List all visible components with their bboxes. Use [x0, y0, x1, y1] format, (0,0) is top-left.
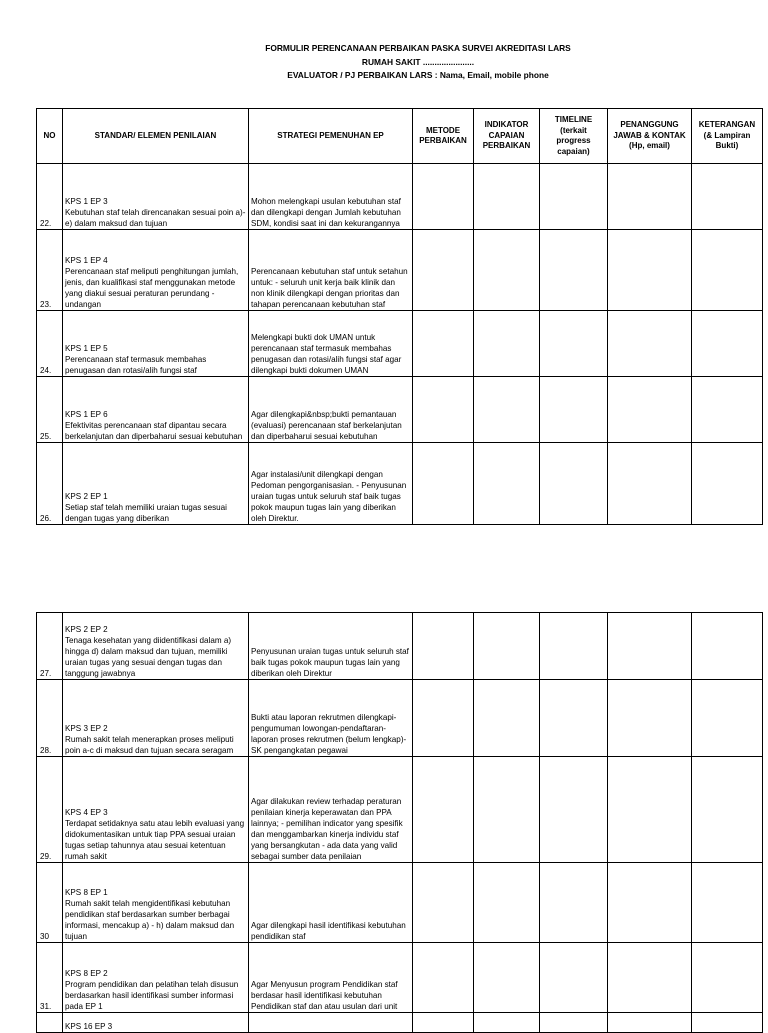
table-row — [37, 443, 763, 525]
notes-cell[interactable] — [692, 443, 763, 525]
responsible-cell[interactable] — [608, 613, 692, 680]
method-cell[interactable] — [413, 377, 474, 443]
col-standard: STANDAR/ ELEMEN PENILAIAN — [63, 109, 249, 164]
strategy-cell — [249, 757, 413, 863]
strategy-cell-text: Penyusunan uraian tugas untuk seluruh staf baik tugas pokok maupun tugas lain yang diberikan oleh Direktur — [251, 647, 409, 678]
standard-cell-text: KPS 1 EP 6 Efektivitas perencanaan staf dipantau secara berkelanjutan dan diperbaharui sesuai kebutuhan — [65, 410, 243, 441]
form-title: FORMULIR PERENCANAAN PERBAIKAN PASKA SURVEI AKREDITASI LARS — [265, 43, 571, 53]
row-number-text: 26. — [40, 514, 52, 523]
responsible-cell[interactable] — [608, 757, 692, 863]
table-row — [37, 1013, 763, 1033]
standard-cell-text: KPS 4 EP 3 Terdapat setidaknya satu atau lebih evaluasi yang didokumentasikan untuk tiap PPA sesuai uraian tugas setiap tahunnya atau sesuai ketentuan rumah sakit — [65, 808, 245, 861]
evaluator-line: EVALUATOR / PJ PERBAIKAN LARS : Nama, Email, mobile phone — [287, 70, 549, 80]
table-row — [37, 164, 763, 230]
strategy-cell — [249, 443, 413, 525]
standard-cell-text: KPS 8 EP 2 Program pendidikan dan pelatihan telah disusun berdasarkan hasil identifikasi sumber informasi pada EP 1 — [65, 969, 239, 1011]
col-method: METODE PERBAIKAN — [413, 109, 474, 164]
standard-cell — [63, 164, 249, 230]
timeline-cell[interactable] — [540, 613, 608, 680]
table-row — [37, 613, 763, 680]
method-cell[interactable] — [413, 164, 474, 230]
standard-cell — [63, 1013, 249, 1033]
responsible-cell[interactable] — [608, 863, 692, 943]
method-cell[interactable] — [413, 680, 474, 757]
notes-cell[interactable] — [692, 757, 763, 863]
standard-cell — [63, 680, 249, 757]
table-row — [37, 943, 763, 1013]
row-number — [37, 443, 63, 525]
table-row — [37, 377, 763, 443]
timeline-cell[interactable] — [540, 757, 608, 863]
row-number — [37, 757, 63, 863]
indicator-cell[interactable] — [474, 943, 540, 1013]
strategy-cell — [249, 311, 413, 377]
method-cell[interactable] — [413, 863, 474, 943]
timeline-cell[interactable] — [540, 1013, 608, 1033]
table-row — [37, 680, 763, 757]
row-number-text: 28. — [40, 746, 52, 755]
notes-cell[interactable] — [692, 1013, 763, 1033]
responsible-cell[interactable] — [608, 230, 692, 311]
standard-cell — [63, 757, 249, 863]
notes-cell[interactable] — [692, 863, 763, 943]
strategy-cell — [249, 164, 413, 230]
notes-cell[interactable] — [692, 680, 763, 757]
row-number — [37, 1013, 63, 1033]
row-number-text: 25. — [40, 432, 52, 441]
standard-cell-text: KPS 1 EP 3 Kebutuhan staf telah direncanakan sesuai poin a)-e) dalam maksud dan tujuan — [65, 197, 246, 228]
indicator-cell[interactable] — [474, 680, 540, 757]
strategy-cell — [249, 943, 413, 1013]
responsible-cell[interactable] — [608, 443, 692, 525]
method-cell[interactable] — [413, 230, 474, 311]
row-number — [37, 377, 63, 443]
strategy-cell — [249, 613, 413, 680]
strategy-cell — [249, 680, 413, 757]
indicator-cell[interactable] — [474, 311, 540, 377]
method-cell[interactable] — [413, 1013, 474, 1033]
strategy-cell-text: Bukti atau laporan rekrutmen dilengkapi- pengumuman lowongan-pendaftaran-laporan proses rekrutmen (belum lengkap)-SK pengangkatan pegawai — [251, 713, 407, 755]
col-indicator: INDIKATOR CAPAIAN PERBAIKAN — [474, 109, 540, 164]
standard-cell — [63, 613, 249, 680]
standard-cell — [63, 443, 249, 525]
strategy-cell-text: Agar Menyusun program Pendidikan staf berdasar hasil identifikasi kebutuhan Pendidikan staf dan atau usulan dari unit — [251, 980, 398, 1011]
strategy-cell-text: Agar dilengkapi hasil identifikasi kebutuhan pendidikan staf — [251, 921, 406, 941]
responsible-cell[interactable] — [608, 311, 692, 377]
row-number-text: 22. — [40, 219, 52, 228]
standard-cell-text: KPS 3 EP 2 Rumah sakit telah menerapkan proses meliputi poin a-c di maksud dan tujuan secara seragam — [65, 724, 234, 755]
indicator-cell[interactable] — [474, 863, 540, 943]
method-cell[interactable] — [413, 311, 474, 377]
notes-cell[interactable] — [692, 943, 763, 1013]
method-cell[interactable] — [413, 613, 474, 680]
strategy-cell — [249, 1013, 413, 1033]
indicator-cell[interactable] — [474, 757, 540, 863]
standard-cell — [63, 943, 249, 1013]
row-number-text: 30 — [40, 932, 50, 941]
row-number — [37, 311, 63, 377]
timeline-cell[interactable] — [540, 311, 608, 377]
responsible-cell[interactable] — [608, 1013, 692, 1033]
notes-cell[interactable] — [692, 164, 763, 230]
row-number — [37, 863, 63, 943]
row-number-text: 23. — [40, 300, 52, 309]
table-row — [37, 311, 763, 377]
strategy-cell-text: Melengkapi bukti dok UMAN untuk perencanaan staf termasuk membahas penugasan dan rotasi/alih fungsi staf agar dilengkapi bukti dokumen UMAN — [251, 333, 402, 375]
table-row — [37, 230, 763, 311]
timeline-cell[interactable] — [540, 164, 608, 230]
strategy-cell-text: Agar instalasi/unit dilengkapi dengan Pedoman pengorganisasian. - Penyusunan uraian tugas untuk seluruh staf baik tugas pokok maupun tugas lain yang diberikan oleh Direktur. — [251, 470, 407, 523]
row-number — [37, 613, 63, 680]
row-number-text: 29. — [40, 852, 52, 861]
hospital-line: RUMAH SAKIT ...................... — [361, 56, 475, 67]
col-no: NO — [37, 109, 63, 164]
strategy-cell-text: Perencanaan kebutuhan staf untuk setahun untuk: - seluruh unit kerja baik klinik dan non klinik dilengkapi dengan prioritas dan tahapan perencanaan kebutuhan staf — [251, 267, 408, 309]
col-timeline: TIMELINE (terkait progress capaian) — [540, 109, 608, 164]
standard-cell-text: KPS 2 EP 1 Setiap staf telah memiliki uraian tugas sesuai dengan tugas yang diberikan — [65, 492, 227, 523]
row-number-text: 27. — [40, 669, 52, 678]
responsible-cell[interactable] — [608, 164, 692, 230]
timeline-cell[interactable] — [540, 377, 608, 443]
improvement-table-page-2 — [36, 612, 763, 1033]
row-number — [37, 230, 63, 311]
strategy-cell-text: Agar dilakukan review terhadap peraturan penilaian kinerja keperawatan dan PPA lainnya; - pemilihan indicator yang spesifik dan menggambarkan kinerja individu staf yang bersangkutan - ada data yang valid sebagai sumber data penilaian — [251, 797, 403, 861]
indicator-cell[interactable] — [474, 1013, 540, 1033]
notes-cell[interactable] — [692, 311, 763, 377]
row-number — [37, 943, 63, 1013]
row-number-text: 24. — [40, 366, 52, 375]
indicator-cell[interactable] — [474, 613, 540, 680]
improvement-table-page-1 — [36, 108, 763, 525]
standard-cell-text: KPS 1 EP 4 Perencanaan staf meliputi penghitungan jumlah, jenis, dan kualifikasi staf menggunakan metode yang diakui sesuai peraturan perundang - undangan — [65, 256, 239, 309]
row-number-text: 31. — [40, 1002, 52, 1011]
responsible-cell[interactable] — [608, 377, 692, 443]
method-cell[interactable] — [413, 443, 474, 525]
standard-cell-text: KPS 1 EP 5 Perencanaan staf termasuk membahas penugasan dan rotasi/alih fungsi staf — [65, 344, 207, 375]
indicator-cell[interactable] — [474, 164, 540, 230]
strategy-cell-text: Mohon melengkapi usulan kebutuhan staf dan dilengkapi dengan Jumlah kebutuhan SDM, kondisi saat ini dan kekurangannya — [251, 197, 401, 228]
timeline-cell[interactable] — [540, 863, 608, 943]
indicator-cell[interactable] — [474, 377, 540, 443]
strategy-cell — [249, 230, 413, 311]
timeline-cell[interactable] — [540, 230, 608, 311]
indicator-cell[interactable] — [474, 230, 540, 311]
col-responsible: PENANGGUNG JAWAB & KONTAK (Hp, email) — [608, 109, 692, 164]
standard-cell-text: KPS 2 EP 2 Tenaga kesehatan yang diidentifikasi dalam a) hingga d) dalam maksud dan tujuan, memiliki uraian tugas yang sesuai dengan tugas dan tanggung jawabnya — [65, 625, 232, 678]
timeline-cell[interactable] — [540, 680, 608, 757]
table-header-row — [37, 109, 763, 164]
notes-cell[interactable] — [692, 230, 763, 311]
method-cell[interactable] — [413, 757, 474, 863]
notes-cell[interactable] — [692, 613, 763, 680]
responsible-cell[interactable] — [608, 680, 692, 757]
indicator-cell[interactable] — [474, 443, 540, 525]
strategy-cell — [249, 863, 413, 943]
table-row — [37, 863, 763, 943]
method-cell[interactable] — [413, 943, 474, 1013]
table-row — [37, 757, 763, 863]
row-number — [37, 164, 63, 230]
timeline-cell[interactable] — [540, 943, 608, 1013]
standard-cell-text: KPS 8 EP 1 Rumah sakit telah mengidentifikasi kebutuhan pendidikan staf berdasarkan sumber berbagai informasi, mencakup a) - h) dalam maksud dan tujuan — [65, 888, 235, 941]
timeline-cell[interactable] — [540, 443, 608, 525]
col-notes: KETERANGAN (& Lampiran Bukti) — [692, 109, 763, 164]
standard-cell — [63, 377, 249, 443]
notes-cell[interactable] — [692, 377, 763, 443]
col-strategy: STRATEGI PEMENUHAN EP — [249, 109, 413, 164]
standard-cell-text: KPS 16 EP 3 — [65, 1022, 113, 1031]
strategy-cell — [249, 377, 413, 443]
standard-cell — [63, 863, 249, 943]
standard-cell — [63, 230, 249, 311]
form-header — [0, 42, 768, 83]
row-number — [37, 680, 63, 757]
standard-cell — [63, 311, 249, 377]
strategy-cell-text: Agar dilengkapi&nbsp;bukti pemantauan (evaluasi) perencanaan staf berkelanjutan dan diperbaharui sesuai kebutuhan — [251, 410, 402, 441]
responsible-cell[interactable] — [608, 943, 692, 1013]
